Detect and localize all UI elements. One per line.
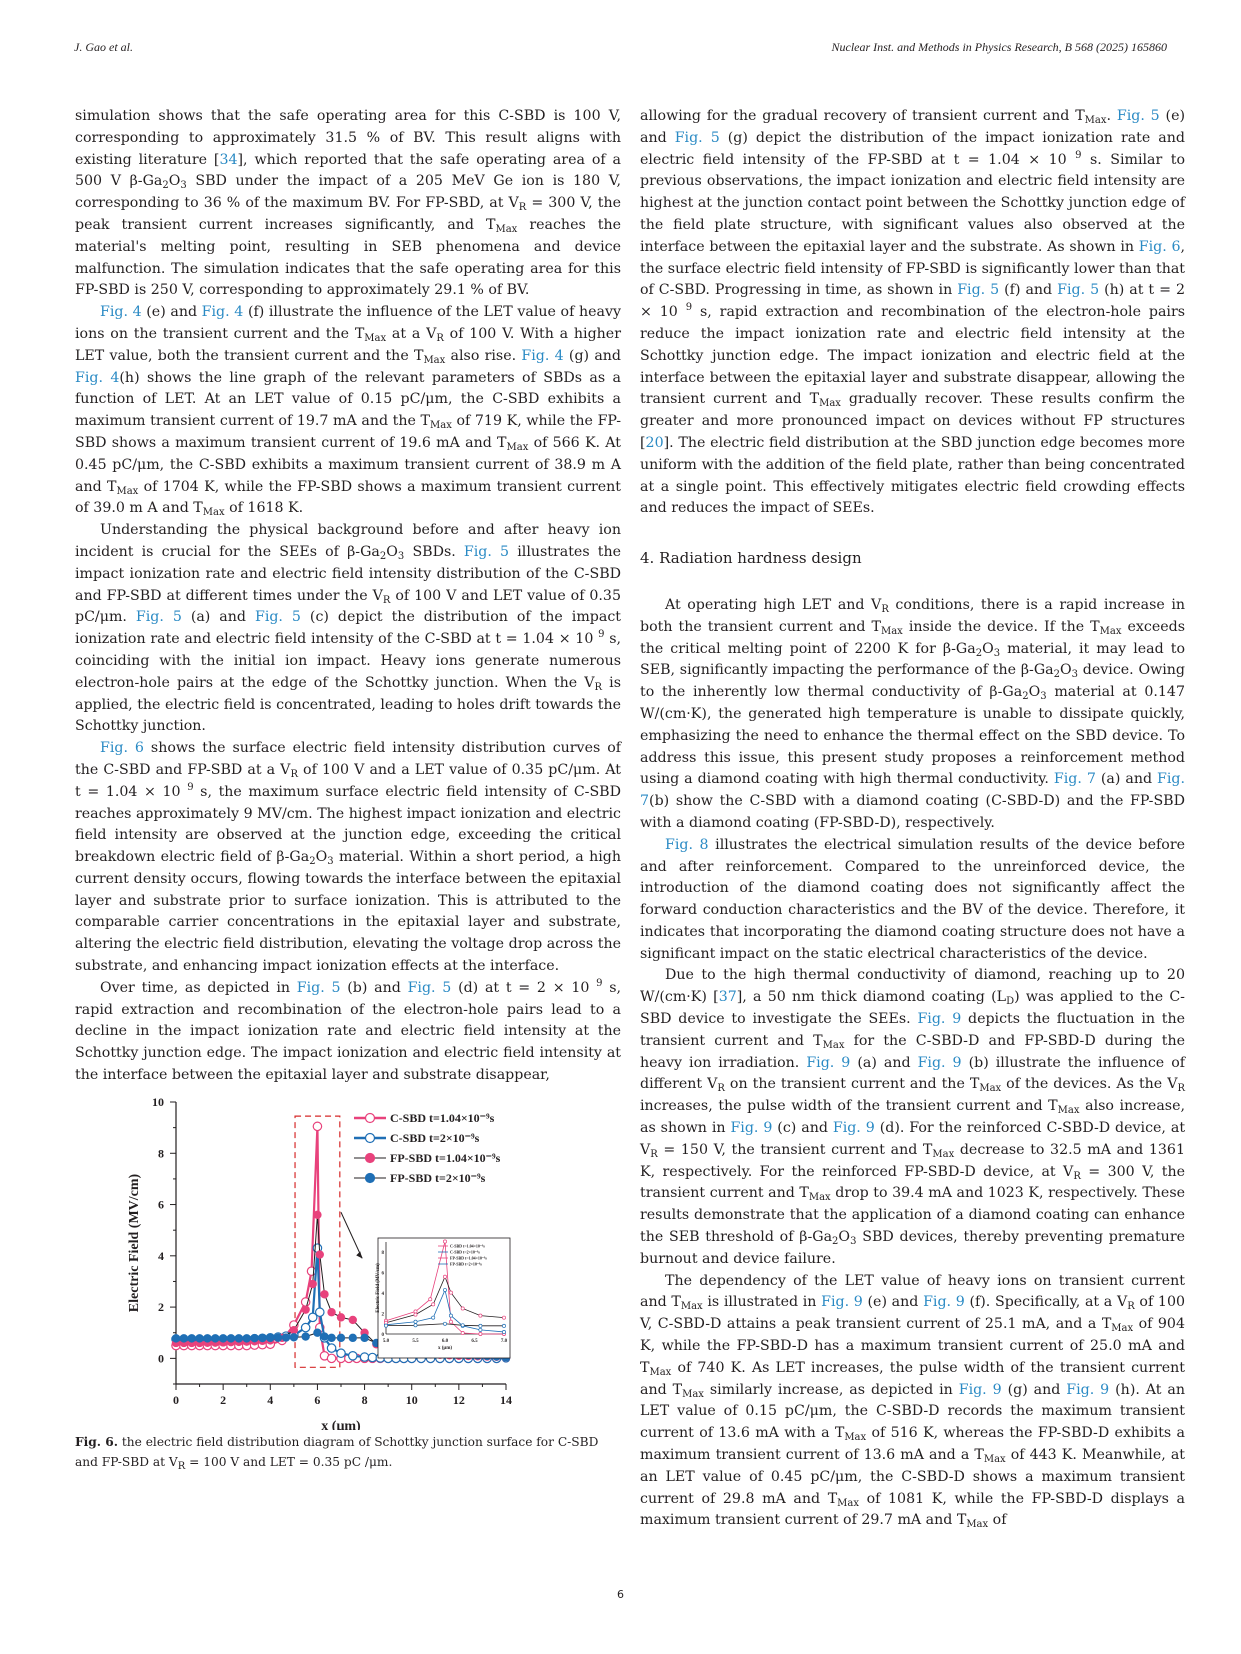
data-point <box>316 1251 323 1258</box>
inset-data-point <box>479 1324 482 1327</box>
inset-data-point <box>461 1307 464 1310</box>
figure-link[interactable]: Fig. 5 <box>407 979 452 996</box>
caption-label: Fig. 6. <box>75 1435 119 1449</box>
inset-y-tick-label: 0 <box>381 1333 384 1338</box>
data-point <box>220 1335 227 1342</box>
data-point <box>321 1333 328 1340</box>
inset-data-point <box>479 1328 482 1331</box>
electric-field-chart <box>118 1090 548 1430</box>
figure-link[interactable]: Fig. 6 <box>1138 238 1181 255</box>
figure-link[interactable]: Fig. 4 <box>75 369 120 386</box>
inset-data-point <box>479 1332 482 1335</box>
inset-legend-label: FP-SBD t=1.04×10⁻⁹s <box>450 1255 487 1261</box>
data-point <box>243 1335 250 1342</box>
inset-data-point <box>449 1314 452 1317</box>
paragraph: simulation shows that the safe operating area for this C-SBD is 100 V, corresponding to approximately 31.5 % of BV. This result aligns with existing literature [34], which reported that the safe operating area of a 500 V $\beta-Ga_2O_3$ SBD under the impact of a 205 MeV Ge ion is 180 V, corresponding to 36 % of the maximum BV. For FP-SBD, at $V_R = 300$ V, the peak transient current increases significantly, and $T_{Max}$ reaches the material's melting point, resulting in SEB phenomena and device malfunction. The simulation indicates that the safe operating area for this FP-SBD is 250 V, corresponding to approximately 29.1 % of BV. <box>75 108 621 299</box>
inset-data-point <box>414 1320 417 1323</box>
data-point <box>180 1335 187 1342</box>
legend-marker <box>366 1174 375 1183</box>
inset-y-tick-label: 6 <box>381 1271 384 1277</box>
x-tick-label: 4 <box>267 1393 274 1407</box>
right-column <box>640 106 1185 1532</box>
figure-link[interactable]: Fig. 6 <box>100 740 144 757</box>
page-number: 6 <box>617 1588 624 1601</box>
inset-y-label: Electric Field (MV/cm) <box>376 1263 381 1313</box>
data-point <box>251 1335 258 1342</box>
data-point <box>316 1308 324 1316</box>
inset-data-point <box>443 1322 446 1325</box>
inset-x-tick-label: 7.0 <box>500 1339 508 1344</box>
figure-link[interactable]: Fig. 9 <box>917 1054 962 1071</box>
inset-x-label: x (μm) <box>437 1346 453 1351</box>
inset-data-point <box>432 1303 435 1306</box>
figure-link[interactable]: Fig. 4 <box>100 304 142 321</box>
figure-link[interactable]: Fig. 9 <box>917 1011 962 1028</box>
data-point <box>267 1334 274 1341</box>
figure-link[interactable]: Fig. 4 <box>521 347 564 364</box>
paragraph: Fig. 6 shows the surface electric field intensity distribution curves of the C-SBD and FP-SBD at a $V_R$ of 100 V and a LET value of 0.35 pC/μm. At t = 1.04 × 10 $^9$ s, the maximum surface electric field intensity of C-SBD reaches approximately 9 MV/cm. The highest impact ionization and electric field intensity are observed at the junction edge, exceeding the critical breakdown electric field of $\beta-Ga_2O_3$ material. Within a short period, a high current density occurs, flowing towards the interface between the epitaxial layer and substrate prior to surface ionization. This is attributed to the comparable carrier concentrations in the epitaxial layer and substrate, altering the electric field distribution, elevating the voltage drop across the substrate, and enhancing impact ionization effects at the interface. <box>75 740 622 975</box>
inset-legend-label: FP-SBD t=2×10⁻⁹s <box>450 1261 482 1267</box>
legend-label: FP-SBD t=1.04×10⁻⁹s <box>390 1151 501 1165</box>
inset-data-point <box>502 1316 505 1319</box>
x-tick-label: 8 <box>361 1393 368 1407</box>
inset-data-point <box>384 1324 387 1327</box>
data-point <box>227 1335 234 1342</box>
data-point <box>361 1334 368 1341</box>
legend-label: C-SBD t=2×10⁻⁹s <box>390 1131 480 1145</box>
inset-x-tick-label: 5.5 <box>412 1339 419 1344</box>
x-tick-label: 10 <box>405 1393 418 1407</box>
data-point <box>188 1335 195 1342</box>
figure-link[interactable]: Fig. 9 <box>958 1381 1002 1398</box>
data-point <box>321 1291 328 1298</box>
data-point <box>302 1333 309 1340</box>
figure-link[interactable]: Fig. 5 <box>1057 282 1100 299</box>
inset-data-point <box>479 1314 482 1317</box>
legend-label: C-SBD t=1.04×10⁻⁹s <box>390 1111 495 1125</box>
figure-6 <box>118 1090 548 1430</box>
inset-data-point <box>429 1298 432 1301</box>
inset-x-tick-label: 5.0 <box>382 1339 390 1344</box>
inset-data-point <box>449 1320 452 1323</box>
data-point <box>275 1334 282 1341</box>
y-tick-label: 2 <box>158 1300 164 1315</box>
figure-link[interactable]: Fig. 5 <box>254 609 301 626</box>
inset-data-point <box>414 1324 417 1327</box>
legend-marker <box>366 1154 375 1163</box>
figure-link[interactable]: Fig. 9 <box>821 1294 863 1311</box>
data-point <box>313 1122 321 1130</box>
caption-text: the electric field distribution diagram of Schottky junction surface for C-SBD and FP-SBD at $V_R = 100$ V and LET = 0.35 pC /μm. <box>75 1435 599 1472</box>
inset-y-tick-label: 4 <box>381 1292 384 1298</box>
figure-link[interactable]: Fig. 9 <box>923 1294 965 1311</box>
figure-link[interactable]: Fig. 5 <box>957 282 1000 299</box>
inset-legend-label: C-SBD t=2×10⁻⁹s <box>450 1249 480 1255</box>
legend-label: FP-SBD t=2×10⁻⁹s <box>390 1171 486 1185</box>
running-header <box>74 40 1167 60</box>
figure-caption <box>75 1432 621 1472</box>
y-tick-label: 6 <box>158 1197 164 1212</box>
inset-legend-label: C-SBD t=1.04×10⁻⁹s <box>450 1243 485 1249</box>
data-point <box>360 1353 368 1361</box>
figure-link[interactable]: Fig. 7 <box>1053 771 1096 788</box>
inset-x-tick-label: 6.0 <box>441 1339 449 1344</box>
y-tick-label: 4 <box>158 1248 164 1263</box>
data-point <box>301 1323 309 1331</box>
paragraph: allowing for the gradual recovery of transient current and $T_{Max}$. Fig. 5 (e) and Fig. 5 (g) depict the distribution of the impact ionization rate and electric field intensity of the FP-SBD at t = 1.04 × 10 $^9$ s. Similar to previous observations, the impact ionization and electric field intensity are highest at the junction contact point between the Schottky junction edge of the field plate structure, with significant values also observed at the interface between the epitaxial layer and the substrate. As shown in Fig. 6, the surface electric field intensity of FP-SBD is significantly lower than that of C-SBD. Progressing in time, as shown in Fig. 5 (f) and Fig. 5 (h) at t = 2 × 10 $^9$ s, rapid extraction and recombination of the electron-hole pairs reduce the impact ionization rate and electric field intensity at the Schottky junction edge. The impact ionization and electric field at the interface between the epitaxial layer and substrate disappear, allowing the transient current and $T_{Max}$ gradually recover. These results confirm the greater and more pronounced impact on devices without FP structures [20]. The electric field distribution at the SBD junction edge becomes more uniform with the addition of the field plate, rather than being concentrated at a single point. This effectively mitigates electric field crowding effects and reduces the impact of SEEs. <box>640 108 1186 517</box>
data-point <box>282 1334 289 1341</box>
section-heading: 4. Radiation hardness design <box>640 549 862 568</box>
citation-link[interactable]: 37 <box>718 989 737 1006</box>
x-tick-label: 0 <box>173 1393 179 1407</box>
citation-link[interactable]: 34 <box>219 151 238 168</box>
inset-data-point <box>443 1288 446 1291</box>
figure-link[interactable]: Fig. 5 <box>296 979 341 996</box>
data-point <box>196 1335 203 1342</box>
data-point <box>368 1353 376 1361</box>
data-point <box>259 1334 266 1341</box>
legend-marker <box>366 1114 375 1123</box>
citation-link[interactable]: 20 <box>645 434 664 451</box>
paragraph: Fig. 4 (e) and Fig. 4 (f) illustrate the influence of the LET value of heavy ions on the transient current and the $T_{Max}$ at a $V_R$ of 100 V. With a higher LET value, both the transient current and the $T_{Max}$ also rise. Fig. 4 (g) and Fig. 4(h) shows the line graph of the relevant parameters of SBDs as a function of LET. At an LET value of 0.15 pC/μm, the C-SBD exhibits a maximum transient current of 19.7 mA and the $T_{Max}$ of 719 K, while the FP-SBD shows a maximum transient current of 19.6 mA and $T_{Max}$ of 566 K. At 0.45 pC/μm, the C-SBD exhibits a maximum transient current of 38.9 m A and $T_{Max}$ of 1704 K, while the FP-SBD shows a maximum transient current of 39.0 m A and $T_{Max}$ of 1618 K. <box>75 304 622 519</box>
legend-marker <box>366 1134 375 1143</box>
header-authors: J. Gao et al. <box>74 40 133 54</box>
data-point <box>337 1314 344 1321</box>
data-point <box>327 1344 335 1352</box>
figure-link[interactable]: Fig. 5 <box>463 543 510 560</box>
x-axis-label: x (μm) <box>321 1419 361 1430</box>
data-point <box>212 1335 219 1342</box>
y-tick-label: 8 <box>158 1146 164 1161</box>
figure-link[interactable]: Fig. 9 <box>1066 1381 1110 1398</box>
arrow-line <box>341 1212 362 1258</box>
paragraph: Understanding the physical background before and after heavy ion incident is crucial for the SEEs of $\beta-Ga_2O_3$ SBDs. Fig. 5 illustrates the impact ionization rate and electric field intensity distribution of the C-SBD and FP-SBD at different times under the $V_R$ of 100 V and LET value of 0.35 pC/μm. Fig. 5 (a) and Fig. 5 (c) depict the distribution of the impact ionization rate and electric field intensity of the C-SBD at t = 1.04 × 10 $^9$ s, coinciding with the initial ion impact. Heavy ions generate numerous electron-hole pairs at the edge of the Schottky junction. When the $V_R$ is applied, the electric field is concentrated, leading to holes drift towards the Schottky junction. <box>75 522 622 735</box>
figure-link[interactable]: Fig. 5 <box>135 609 182 626</box>
inset-data-point <box>432 1316 435 1319</box>
inset-data-point <box>461 1331 464 1334</box>
data-point <box>328 1334 335 1341</box>
paragraph: At operating high LET and $V_R$ conditions, there is a rapid increase in both the transient current and $T_{Max}$ inside the device. If the $T_{Max}$ exceeds the critical melting point of 2200 K for $\beta-Ga_2O_3$ material, it may lead to SEB, significantly impacting the performance of the $\beta-Ga_2O_3$ device. Owing to the inherently low thermal conductivity of $\beta-Ga_2O_3$ material at 0.147 W/(cm·K), the generated high temperature is unable to dissipate quickly, emphasizing the need to enhance the thermal effect on the SBD device. To address this issue, this present study proposes a reinforcement method using a diamond coating with high thermal conductivity. Fig. 7 (a) and Fig. 7(b) show the C-SBD with a diamond coating (C-SBD-D) and the FP-SBD with a diamond coating (FP-SBD-D), respectively. <box>640 596 1186 831</box>
inset-data-point <box>502 1330 505 1333</box>
data-point <box>349 1352 357 1360</box>
inset-y-tick-label: 8 <box>381 1251 384 1257</box>
left-column <box>75 106 621 1087</box>
y-tick-label: 0 <box>158 1351 164 1366</box>
x-tick-label: 6 <box>314 1393 321 1407</box>
y-tick-label: 10 <box>152 1095 164 1109</box>
data-point <box>290 1327 297 1334</box>
data-point <box>235 1335 242 1342</box>
figure-link[interactable]: Fig. 9 <box>730 1120 773 1137</box>
figure-link[interactable]: Fig. 5 <box>674 129 720 146</box>
figure-link[interactable]: Fig. 5 <box>1116 108 1160 124</box>
inset-y-tick-label: 2 <box>381 1312 384 1318</box>
x-tick-label: 12 <box>452 1393 465 1407</box>
data-point <box>328 1309 335 1316</box>
data-point <box>327 1354 335 1362</box>
paragraph: Due to the high thermal conductivity of diamond, reaching up to 20 W/(cm·K) [37], a 50 nm thick diamond coating $(L_D)$ was applied to the C-SBD device to investigate the SEEs. Fig. 9 depicts the fluctuation in the transient current and $T_{Max}$ for the C-SBD-D and FP-SBD-D during the heavy ion irradiation. Fig. 9 (a) and Fig. 9 (b) illustrate the influence of different $V_R$ on the transient current and the $T_{Max}$ of the devices. As the $V_R$ increases, the pulse width of the transient current and $T_{Max}$ also increase, as shown in Fig. 9 (c) and Fig. 9 (d). For the reinforced C-SBD-D device, at $V_R = 150$ V, the transient current and $T_{Max}$ decrease to 32.5 mA and 1361 K, respectively. For the reinforced FP-SBD-D device, at $V_R = 300$ V, the transient current and $T_{Max}$ drop to 39.4 mA and 1023 K, respectively. These results demonstrate that the application of a diamond coating can enhance the SEB threshold of $\beta-Ga_2O_3$ SBD devices, thereby preventing premature burnout and device failure. <box>640 967 1186 1267</box>
inset-data-point <box>461 1324 464 1327</box>
inset-data-point <box>502 1324 505 1327</box>
data-point <box>349 1316 356 1323</box>
figure-link[interactable]: Fig. 8 <box>665 836 709 853</box>
inset-data-point <box>449 1291 452 1294</box>
inset-data-point <box>414 1313 417 1316</box>
figure-link[interactable]: Fig. 9 <box>806 1054 851 1071</box>
figure-link[interactable]: Fig. 7 <box>640 771 1185 810</box>
data-point <box>307 1267 315 1275</box>
data-point <box>314 1329 321 1336</box>
header-journal: Nuclear Inst. and Methods in Physics Research, B 568 (2025) 165860 <box>831 40 1167 54</box>
x-tick-label: 14 <box>500 1393 512 1407</box>
figure-link[interactable]: Fig. 9 <box>832 1120 875 1137</box>
data-point <box>349 1334 356 1341</box>
data-point <box>309 1280 316 1287</box>
data-point <box>314 1211 321 1218</box>
paragraph: The dependency of the LET value of heavy ions on transient current and $T_{Max}$ is illustrated in Fig. 9 (e) and Fig. 9 (f). Specifically, at a $V_R$ of 100 V, C-SBD-D attains a peak transient current of 25.1 mA, and a $T_{Max}$ of 904 K, while the FP-SBD-D has a maximum transient current of 25.0 mA and $T_{Max}$ of 740 K. As LET increases, the pulse width of the transient current and $T_{Max}$ similarly increase, as depicted in Fig. 9 (g) and Fig. 9 (h). At an LET value of 0.15 pC/μm, the C-SBD-D records the maximum transient current of 13.6 mA with a $T_{Max}$ of 516 K, whereas the FP-SBD-D exhibits a maximum transient current of 13.6 mA and a $T_{Max}$ of 443 K. Meanwhile, at an LET value of 0.45 pC/μm, the C-SBD-D shows a maximum transient current of 29.8 mA and $T_{Max}$ of 1081 K, while the FP-SBD-D displays a maximum transient current of 29.7 mA and $T_{Max}$ of <box>640 1272 1186 1531</box>
inset-data-point <box>443 1275 446 1278</box>
arrow-head <box>356 1251 362 1258</box>
figure-link[interactable]: Fig. 4 <box>201 304 244 321</box>
inset-data-point <box>443 1240 446 1243</box>
x-tick-label: 2 <box>220 1393 227 1407</box>
data-point <box>204 1335 211 1342</box>
data-point <box>337 1334 344 1341</box>
paragraph: Over time, as depicted in Fig. 5 (b) and Fig. 5 (d) at t = 2 × 10 $^9$ s, rapid extraction and recombination of the electron-hole pairs lead to a decline in the impact ionization rate and electric field intensity at the Schottky junction edge. The impact ionization and electric field intensity at the interface between the epitaxial layer and substrate disappear, <box>75 977 622 1084</box>
y-axis-label: Electric Field (MV/cm) <box>127 1173 142 1313</box>
data-point <box>172 1335 179 1342</box>
data-point <box>302 1306 309 1313</box>
paragraph: Fig. 8 illustrates the electrical simulation results of the device before and after reinforcement. Compared to the unreinforced device, the introduction of the diamond coating does not significantly affect the forward conduction characteristics and the BV of the device. Therefore, it indicates that incorporating the diamond coating structure does not have a significant impact on the static electrical characteristics of the device. <box>640 836 1185 962</box>
inset-x-tick-label: 6.5 <box>471 1339 478 1344</box>
data-point <box>337 1349 345 1357</box>
data-point <box>290 1334 297 1341</box>
